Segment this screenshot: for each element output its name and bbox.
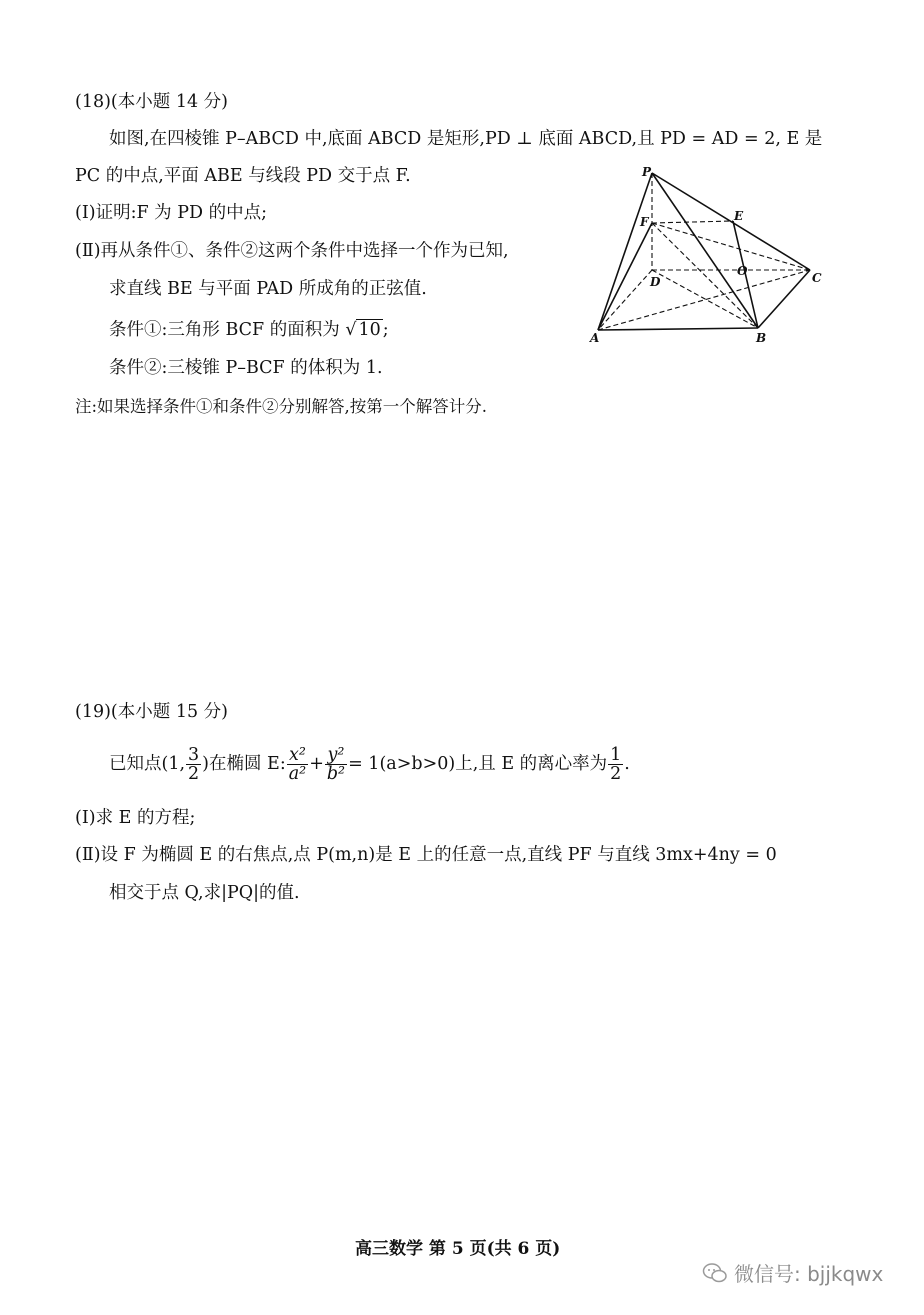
label-F: F <box>640 215 649 229</box>
label-D: D <box>650 275 661 289</box>
edge-PB <box>652 173 758 328</box>
wechat-icon <box>702 1262 728 1284</box>
q19-given <box>109 744 630 784</box>
edge-FA <box>598 223 652 330</box>
plus-sign: + <box>309 754 324 774</box>
given-mid: )在椭圆 E: <box>202 754 286 774</box>
frac-den: a² <box>288 764 307 784</box>
given-mid2: = 1(a>b>0)上,且 E 的离心率为 <box>348 754 608 774</box>
label-C: C <box>812 271 822 285</box>
label-B: B <box>756 331 767 345</box>
q19-header: (19)(本小题 15 分) <box>75 702 228 722</box>
sqrt-value: 10 <box>358 320 381 340</box>
q18-part2-line1: (Ⅱ)再从条件①、条件②这两个条件中选择一个作为已知, <box>75 241 509 261</box>
q18-note: 注:如果选择条件①和条件②分别解答,按第一个解答计分. <box>75 397 488 416</box>
edge-PC <box>652 173 810 270</box>
given-end: . <box>624 754 630 774</box>
label-A: A <box>590 331 600 345</box>
fraction-one-half <box>608 746 623 783</box>
frac-num: 3 <box>188 745 200 765</box>
q18-statement-line1: 如图,在四棱锥 P–ABCD 中,底面 ABCD 是矩形,PD ⊥ 底面 ABCD,且 PD = AD = 2, E 是 <box>109 129 823 149</box>
edge-AC <box>598 270 810 330</box>
condition1-text: 条件①:三角形 BCF 的面积为 <box>109 320 346 340</box>
pyramid-figure <box>580 160 840 350</box>
edge-DA <box>598 270 652 330</box>
label-P: P <box>642 165 652 179</box>
edge-BC <box>758 270 810 328</box>
frac-den: 2 <box>188 764 200 784</box>
page-footer: 高三数学 第 5 页(共 6 页) <box>355 1239 561 1259</box>
q18-part1: (Ⅰ)证明:F 为 PD 的中点; <box>75 203 267 223</box>
sqrt-sign: √ <box>345 320 357 340</box>
edge-DB <box>652 270 758 328</box>
frac-den: b² <box>326 764 346 784</box>
q18-header: (18)(本小题 14 分) <box>75 92 228 112</box>
q19-part2-line2: 相交于点 Q,求|PQ|的值. <box>109 883 300 903</box>
given-prefix: 已知点(1, <box>109 754 186 774</box>
frac-num: x² <box>287 746 308 765</box>
q19-part1: (Ⅰ)求 E 的方程; <box>75 808 196 828</box>
fraction-y2-b2 <box>325 746 347 783</box>
fraction-three-halves <box>186 746 201 783</box>
frac-den: 2 <box>610 764 622 784</box>
edge-PA <box>598 173 652 330</box>
q18-part2-line2: 求直线 BE 与平面 PAD 所成角的正弦值. <box>109 279 427 299</box>
q18-statement-line2: PC 的中点,平面 ABE 与线段 PD 交于点 F. <box>75 166 411 186</box>
edge-AB <box>598 328 758 330</box>
watermark-text: 微信号: bjjkqwx <box>734 1262 884 1286</box>
q18-condition2: 条件②:三棱锥 P–BCF 的体积为 1. <box>109 358 383 378</box>
q18-condition1 <box>109 318 389 342</box>
wechat-watermark <box>702 1258 883 1287</box>
fraction-x2-a2 <box>287 746 308 783</box>
condition1-end: ; <box>382 320 389 340</box>
frac-num: y² <box>325 746 347 765</box>
edge-FE <box>652 221 733 223</box>
frac-num: 1 <box>610 745 622 765</box>
q19-part2-line1: (Ⅱ)设 F 为椭圆 E 的右焦点,点 P(m,n)是 E 上的任意一点,直线 PF 与直线 3mx+4ny = 0 <box>75 845 777 865</box>
label-O: O <box>737 264 748 278</box>
label-E: E <box>734 209 744 223</box>
